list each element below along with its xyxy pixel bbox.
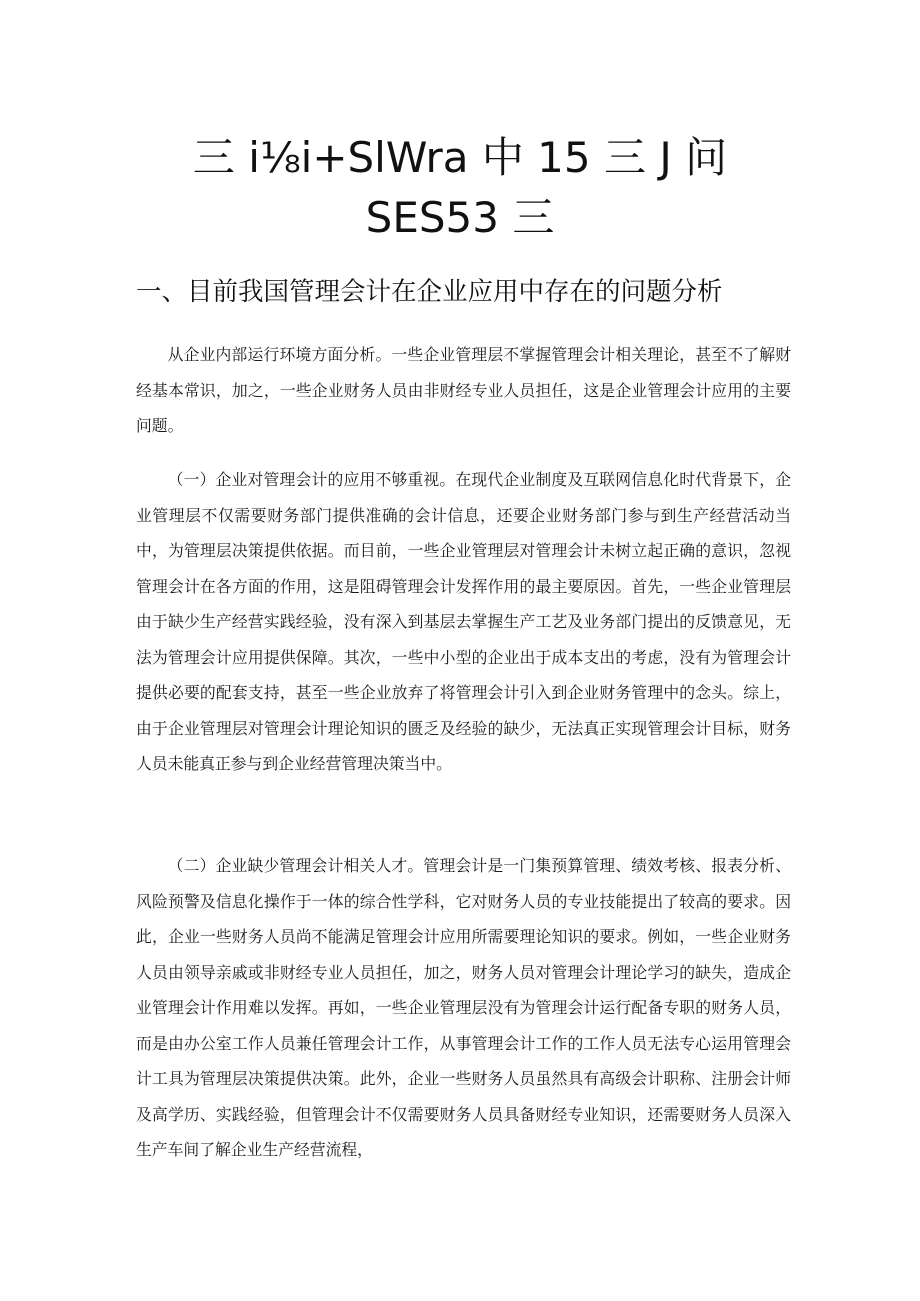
paragraph-intro: 从企业内部运行环境方面分析。一些企业管理层不掌握管理会计相关理论，甚至不了解财经基本常识，加之，一些企业财务人员由非财经专业人员担任，这是企业管理会计应用的主要问题。 — [136, 345, 791, 435]
document-title: 三 i⅛i+SlWra 中 15 三 J 问 SES53 三 — [192, 133, 728, 242]
paragraph-point-two: （二）企业缺少管理会计相关人才。管理会计是一门集预算管理、绩效考核、报表分析、风险预警及信息化操作于一体的综合性学科，它对财务人员的专业技能提出了较高的要求。因此，企业一些财务人员尚不能满足管理会计应用所需要理论知识的要求。例如，一些企业财务人员由领导亲戚或非财经专业人员担任，加之，财务人员对管理会计理论学习的缺失，造成企业管理会计作用难以发挥。再如，一些企业管理层没有为管理会计运行配备专职的财务人员，而是由办公室工作人员兼任管理会计工作，从事管理会计工作的工作人员无法专心运用管理会计工具为管理层决策提供决策。此外，企业一些财务人员虽然具有高级会计职称、注册会计师及高学历、实践经验，但管理会计不仅需要财务人员具备财经专业知识，还需要财务人员深入生产车间了解企业生产经营流程， — [136, 856, 791, 1159]
paragraph-point-one: （一）企业对管理会计的应用不够重视。在现代企业制度及互联网信息化时代背景下，企业管理层不仅需要财务部门提供准确的会计信息，还要企业财务部门参与到生产经营活动当中，为管理层决策提供依据。而目前，一些企业管理层对管理会计未树立起正确的意识，忽视管理会计在各方面的作用，这是阻碍管理会计发挥作用的最主要原因。首先，一些企业管理层由于缺少生产经营实践经验，没有深入到基层去掌握生产工艺及业务部门提出的反馈意见，无法为管理会计应用提供保障。其次，一些中小型的企业出于成本支出的考虑，没有为管理会计提供必要的配套支持，甚至一些企业放弃了将管理会计引入到企业财务管理中的念头。综上，由于企业管理层对管理会计理论知识的匮乏及经验的缺少，无法真正实现管理会计目标，财务人员未能真正参与到企业经营管理决策当中。 — [136, 470, 791, 773]
section-heading: 一、目前我国管理会计在企业应用中存在的问题分析 — [136, 277, 723, 307]
